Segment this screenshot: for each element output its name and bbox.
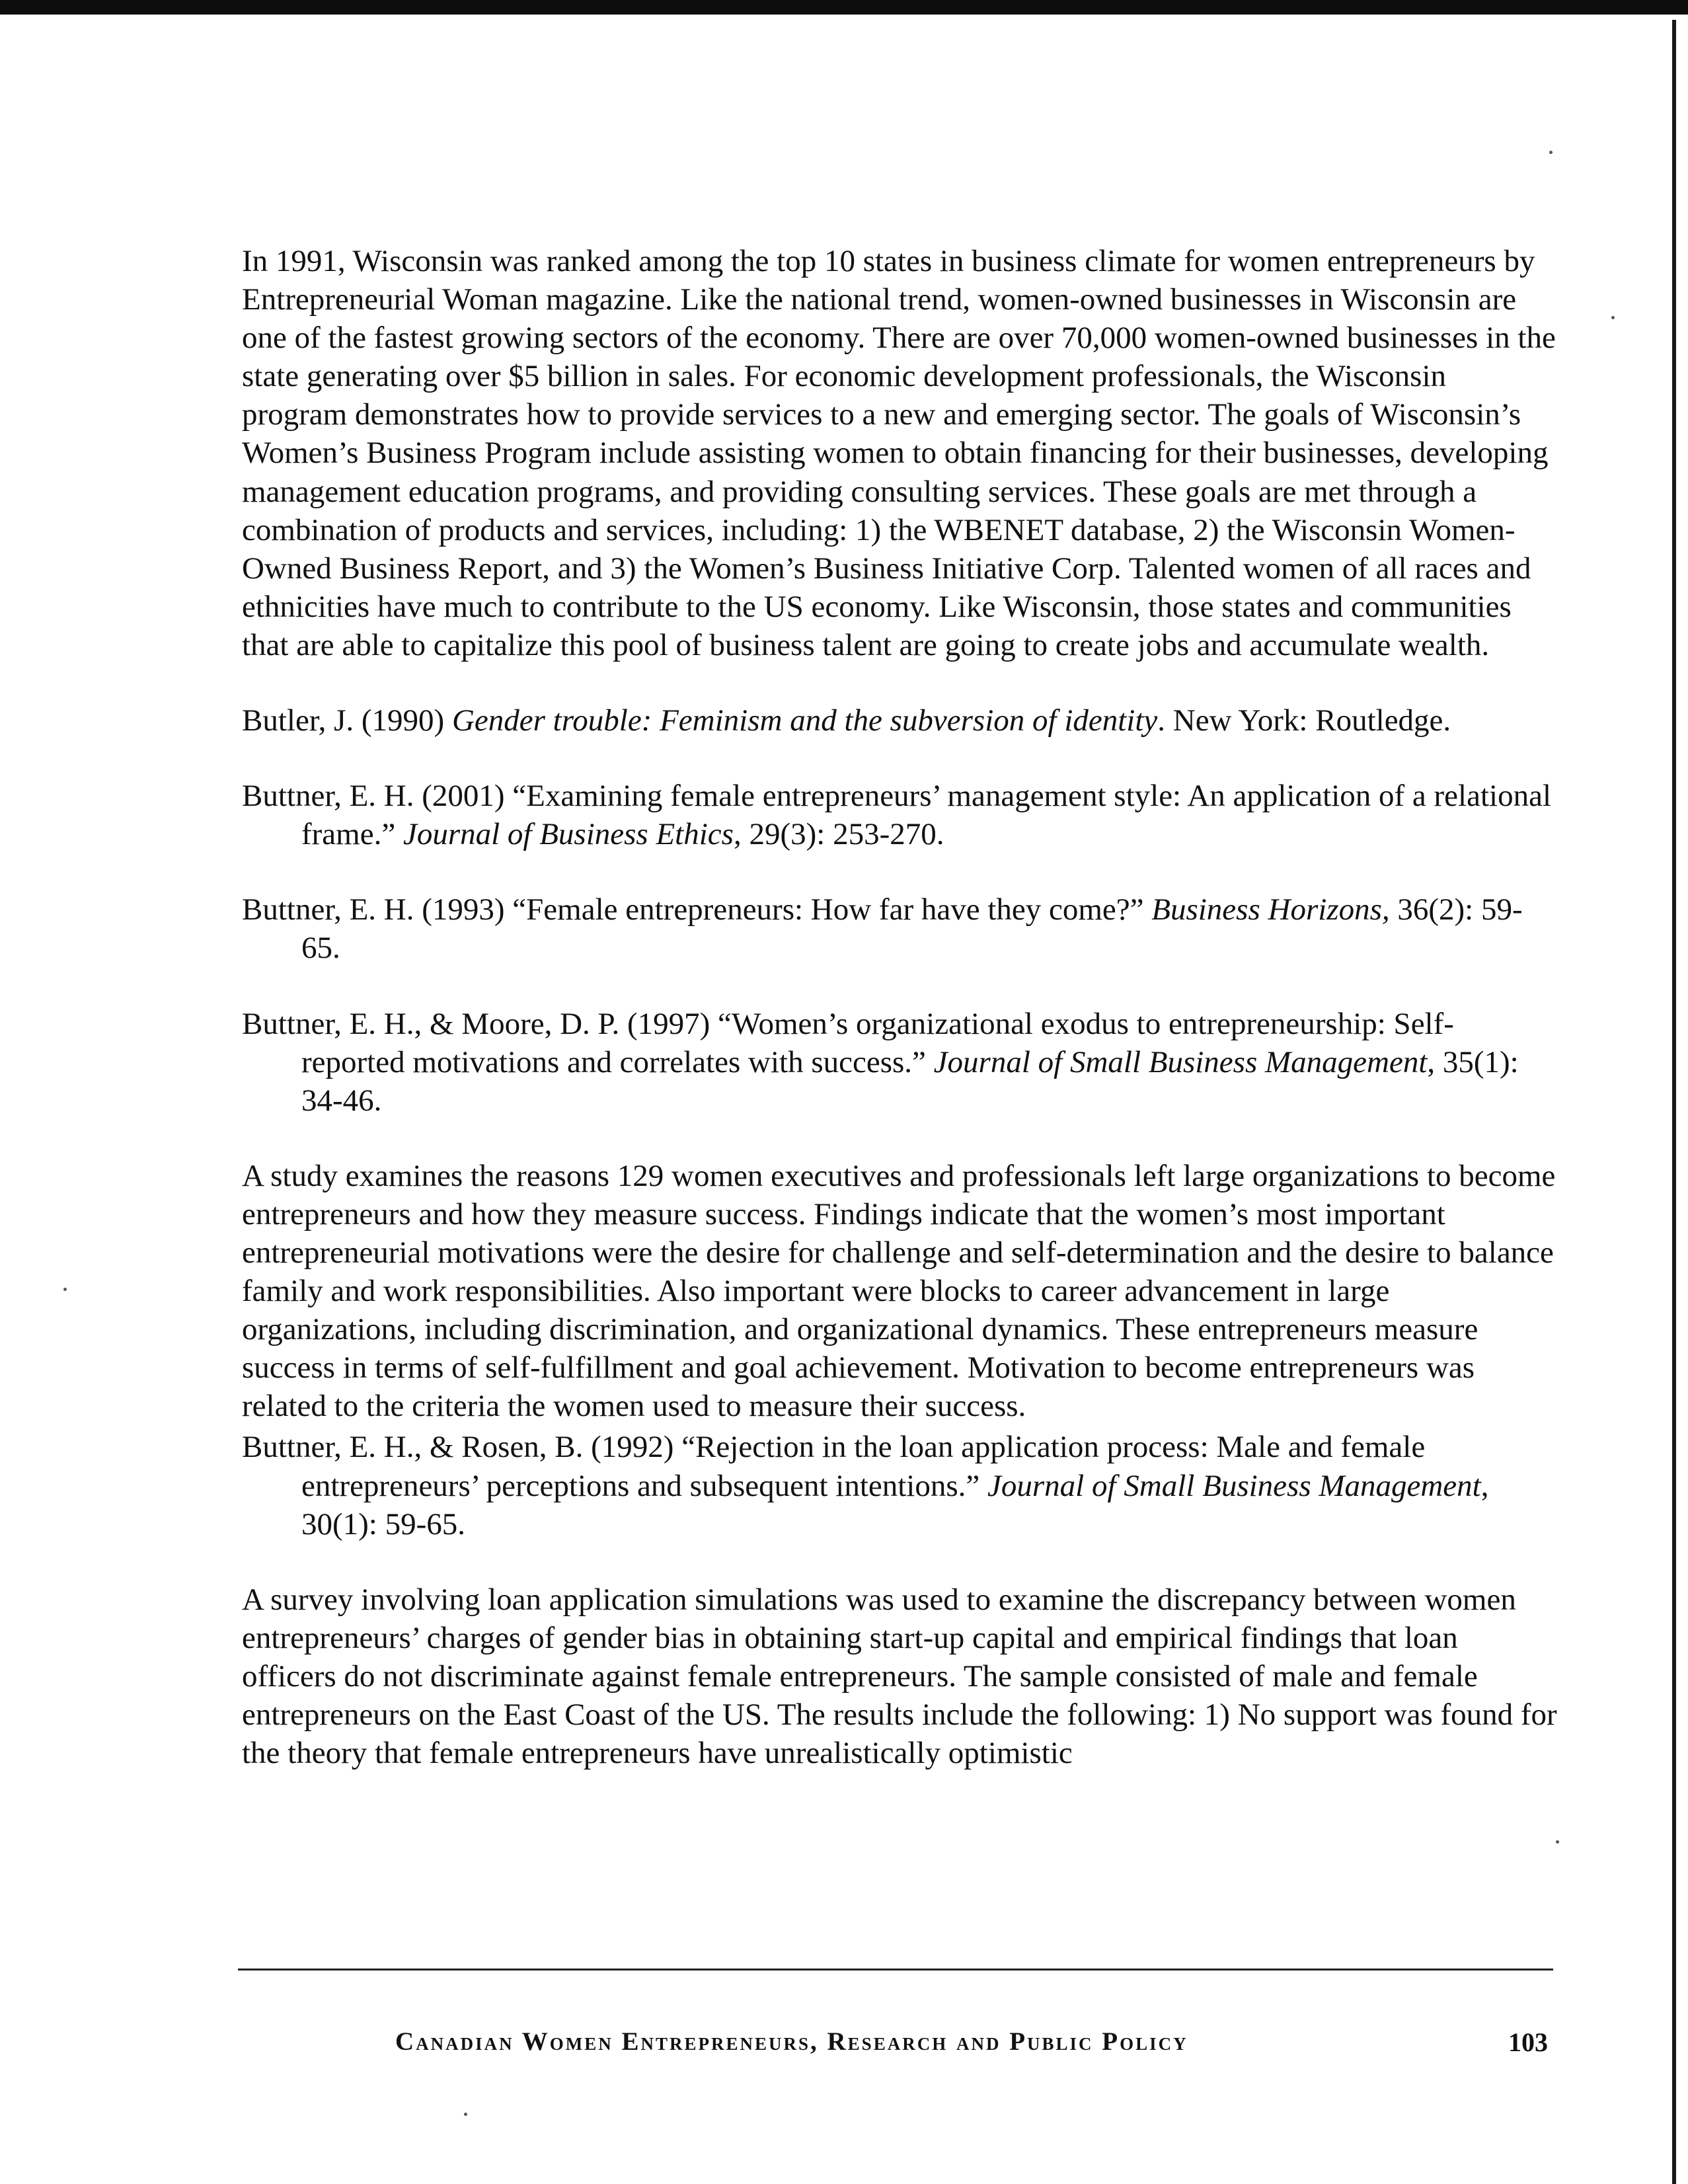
reference-journal: Business Horizons, [1151, 892, 1390, 927]
footer-divider [238, 1969, 1553, 1970]
scan-top-border [0, 0, 1688, 15]
reference-details: , 30(1): 59-65. [301, 1468, 1489, 1541]
reference-journal: Journal of Small Business Management [987, 1468, 1481, 1503]
reference-details: , 35(1): 34-46. [301, 1044, 1519, 1118]
scan-right-border [1672, 20, 1676, 2184]
reference-author: Buttner, E. H. (1993) “Female entrepreneurs: How far have they come?” [242, 892, 1152, 927]
scan-speck [464, 2113, 467, 2116]
scan-speck [1556, 1840, 1559, 1844]
paragraph-loan-survey: A survey involving loan application simulations was used to examine the discrepancy between women entrepreneurs’ charges of gender bias in obtaining start-up capital and empirical findings that loan officers do not discriminate against female entrepreneurs. The sample consisted of male and female entrepreneurs on the East Coast of the US. The results include the following: 1) No support was found for the theory that female entrepreneurs have unrealistically optimistic [242, 1582, 1557, 1771]
running-footer-title: Canadian Women Entrepreneurs, Research and Public Policy [395, 2027, 1188, 2056]
reference-title: Gender trouble: Feminism and the subversion of identity [451, 703, 1158, 738]
reference-buttner-rosen-1992 [242, 1428, 1557, 1543]
scan-speck [1549, 151, 1553, 154]
reference-buttner-1993 [242, 890, 1557, 967]
page-body [242, 242, 1557, 1772]
reference-journal: Journal of Business Ethics [403, 817, 734, 852]
reference-details: . New York: Routledge. [1157, 703, 1451, 738]
reference-details: 36(2): 59-65. [301, 892, 1523, 966]
reference-author: Buttner, E. H., & Moore, D. P. (1997) “Women’s organizational exodus to entrepreneurship: Self-reported motivations and correlates with success.” [242, 1006, 1454, 1079]
reference-butler-1990 [242, 701, 1557, 740]
reference-buttner-moore-1997 [242, 1005, 1557, 1120]
reference-author: Buttner, E. H., & Rosen, B. (1992) “Rejection in the loan application process: Male and female entrepreneurs’ perceptions and subsequent intentions.” [242, 1430, 1426, 1503]
reference-details: , 29(3): 253-270. [733, 817, 944, 852]
paragraph-exodus-study: A study examines the reasons 129 women executives and professionals left large organizations to become entrepreneurs and how they measure success. Findings indicate that the women’s most important entrepreneurial motivations were the desire for challenge and self-determination and the desire to balance family and work responsibilities. Also important were blocks to career advancement in large organizations, including discrimination, and organizational dynamics. These entrepreneurs measure success in terms of self-fulfillment and goal achievement. Motivation to become entrepreneurs was related to the criteria the women used to measure their success. [242, 1158, 1556, 1424]
paragraph-wisconsin: In 1991, Wisconsin was ranked among the top 10 states in business climate for women entrepreneurs by Entrepreneurial Woman magazine. Like the national trend, women-owned businesses in Wisconsin are one of the fastest growing sectors of the economy. There are over 70,000 women-owned businesses in the state generating over $5 billion in sales. For economic development professionals, the Wisconsin program demonstrates how to provide services to a new and emerging sector. The goals of Wisconsin’s Women’s Business Program include assisting women to obtain financing for their businesses, developing management education programs, and providing consulting services. These goals are met through a combination of products and services, including: 1) the WBENET database, 2) the Wisconsin Women-Owned Business Report, and 3) the Women’s Business Initiative Corp. Talented women of all races and ethnicities have much to contribute to the US economy. Like Wisconsin, those states and communities that are able to capitalize this pool of business talent are going to create jobs and accumulate wealth. [242, 244, 1556, 662]
reference-author: Butler, J. (1990) [242, 703, 452, 738]
scan-speck [63, 1288, 67, 1291]
reference-journal: Journal of Small Business Management [933, 1044, 1428, 1079]
scan-speck [1611, 316, 1615, 319]
page-number: 103 [1508, 2027, 1548, 2057]
reference-buttner-2001 [242, 777, 1557, 853]
reference-author: Buttner, E. H. (2001) “Examining female entrepreneurs’ management style: An application of a relational frame.” [242, 779, 1551, 852]
